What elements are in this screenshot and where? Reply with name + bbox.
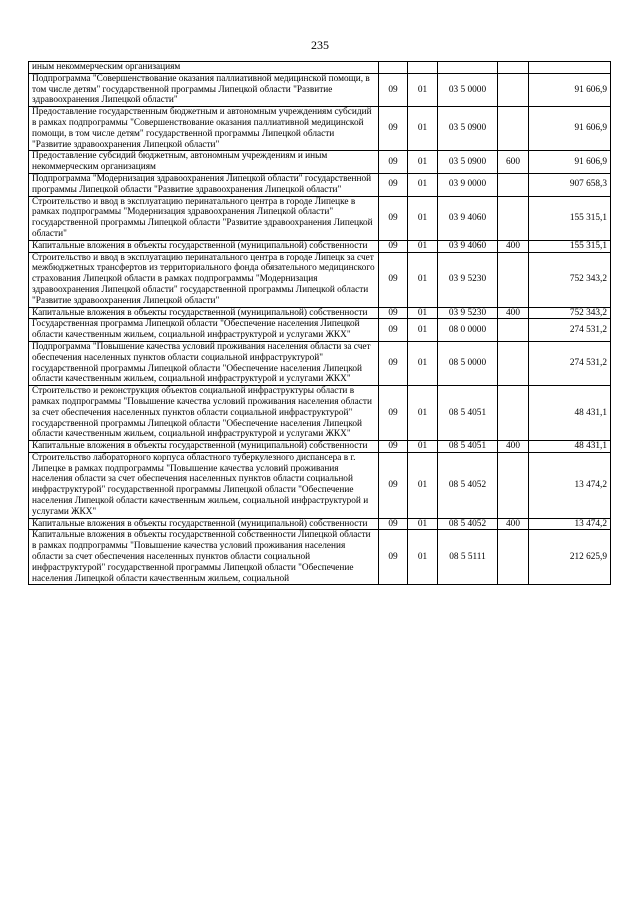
row-name-cell: Строительство и ввод в эксплуатацию перинатального центра в городе Липецке в рамках подпрограммы "Модернизация здравоохранения Липецкой области" государственной программы Липецкой области "Развитие здравоохранения Липецкой области" xyxy=(29,196,379,240)
expense-type-cell: 600 xyxy=(498,151,529,174)
row-name-cell: Капитальные вложения в объекты государственной (муниципальной) собственности xyxy=(29,518,379,530)
target-code-cell: 03 5 0000 xyxy=(438,73,498,106)
subsection-code-cell: 01 xyxy=(408,196,438,240)
target-code-cell: 03 9 4060 xyxy=(438,196,498,240)
subsection-code-cell: 01 xyxy=(408,341,438,385)
table-row xyxy=(29,441,611,453)
table-row xyxy=(29,107,611,151)
row-name-cell: Строительство лабораторного корпуса областного туберкулезного диспансера в г. Липецке в рамках подпрограммы "Повышение качества условий проживания населения области за счет обеспечения населенных пунктов области социальной инфраструктурой" государственной программы Липецкой области "Обеспечение населения Липецкой области качественным жильем, социальной инфраструктурой и услугами ЖКХ" xyxy=(29,452,379,518)
subsection-code-cell: 01 xyxy=(408,386,438,441)
amount-cell: 13 474,2 xyxy=(529,452,611,518)
amount-cell: 752 343,2 xyxy=(529,252,611,307)
table-row xyxy=(29,173,611,196)
section-code-cell: 09 xyxy=(379,386,408,441)
section-code-cell: 09 xyxy=(379,441,408,453)
table-row xyxy=(29,386,611,441)
section-code-cell xyxy=(379,62,408,74)
row-name-cell: Подпрограмма "Совершенствование оказания паллиативной медицинской помощи, в том числе детям" государственной программы Липецкой области "Развитие здравоохранения Липецкой области" xyxy=(29,73,379,106)
target-code-cell: 08 5 4051 xyxy=(438,441,498,453)
expense-type-cell xyxy=(498,62,529,74)
subsection-code-cell: 01 xyxy=(408,518,438,530)
subsection-code-cell: 01 xyxy=(408,530,438,585)
expense-type-cell: 400 xyxy=(498,518,529,530)
table-row xyxy=(29,452,611,518)
table-row xyxy=(29,196,611,240)
target-code-cell: 08 5 0000 xyxy=(438,341,498,385)
subsection-code-cell: 01 xyxy=(408,452,438,518)
target-code-cell: 03 9 0000 xyxy=(438,173,498,196)
subsection-code-cell: 01 xyxy=(408,441,438,453)
table-row xyxy=(29,73,611,106)
target-code-cell: 08 5 4051 xyxy=(438,386,498,441)
section-code-cell: 09 xyxy=(379,73,408,106)
section-code-cell: 09 xyxy=(379,173,408,196)
row-name-cell: Строительство и ввод в эксплуатацию перинатального центра в городе Липецк за счет межбюджетных трансфертов из территориального фонда обязательного медицинского страхования Липецкой области в рамках подпрограммы "Модернизация здравоохранения Липецкой области" государственной программы Липецкой области "Развитие здравоохранения Липецкой области" xyxy=(29,252,379,307)
section-code-cell: 09 xyxy=(379,107,408,151)
row-name-cell: Предоставление государственным бюджетным и автономным учреждениям субсидий в рамках подпрограммы "Совершенствование оказания паллиативной медицинской помощи, в том числе детям" государственной программы Липецкой области "Развитие здравоохранения Липецкой области" xyxy=(29,107,379,151)
section-code-cell: 09 xyxy=(379,151,408,174)
amount-cell: 274 531,2 xyxy=(529,341,611,385)
table-row xyxy=(29,518,611,530)
subsection-code-cell: 01 xyxy=(408,173,438,196)
amount-cell: 907 658,3 xyxy=(529,173,611,196)
expense-type-cell xyxy=(498,452,529,518)
expense-type-cell: 400 xyxy=(498,307,529,319)
expense-type-cell xyxy=(498,319,529,342)
amount-cell: 155 315,1 xyxy=(529,196,611,240)
subsection-code-cell xyxy=(408,62,438,74)
amount-cell: 155 315,1 xyxy=(529,240,611,252)
section-code-cell: 09 xyxy=(379,252,408,307)
target-code-cell: 08 5 4052 xyxy=(438,452,498,518)
subsection-code-cell: 01 xyxy=(408,240,438,252)
amount-cell xyxy=(529,62,611,74)
table-row xyxy=(29,151,611,174)
table-row xyxy=(29,240,611,252)
section-code-cell: 09 xyxy=(379,240,408,252)
amount-cell: 48 431,1 xyxy=(529,386,611,441)
target-code-cell: 08 5 5111 xyxy=(438,530,498,585)
amount-cell: 274 531,2 xyxy=(529,319,611,342)
expense-type-cell xyxy=(498,341,529,385)
subsection-code-cell: 01 xyxy=(408,319,438,342)
budget-table xyxy=(28,61,611,585)
row-name-cell: Подпрограмма "Модернизация здравоохранения Липецкой области" государственной программы Липецкой области "Развитие здравоохранения Липецкой области" xyxy=(29,173,379,196)
table-row xyxy=(29,530,611,585)
target-code-cell: 03 5 0900 xyxy=(438,107,498,151)
subsection-code-cell: 01 xyxy=(408,107,438,151)
expense-type-cell xyxy=(498,173,529,196)
expense-type-cell xyxy=(498,252,529,307)
table-row xyxy=(29,252,611,307)
section-code-cell: 09 xyxy=(379,530,408,585)
section-code-cell: 09 xyxy=(379,196,408,240)
row-name-cell: Государственная программа Липецкой области "Обеспечение населения Липецкой области качественным жильем, социальной инфраструктурой и услугами ЖКХ" xyxy=(29,319,379,342)
expense-type-cell xyxy=(498,196,529,240)
subsection-code-cell: 01 xyxy=(408,307,438,319)
row-name-cell: Предоставление субсидий бюджетным, автономным учреждениям и иным некоммерческим организациям xyxy=(29,151,379,174)
expense-type-cell xyxy=(498,73,529,106)
target-code-cell: 08 5 4052 xyxy=(438,518,498,530)
expense-type-cell: 400 xyxy=(498,441,529,453)
expense-type-cell: 400 xyxy=(498,240,529,252)
amount-cell: 13 474,2 xyxy=(529,518,611,530)
table-row xyxy=(29,319,611,342)
row-name-cell: Капитальные вложения в объекты государственной собственности Липецкой области в рамках подпрограммы "Повышение качества условий проживания населения области за счет обеспечения населенных пунктов области социальной инфраструктурой" государственной программы Липецкой области "Обеспечение населения Липецкой области качественным жильем, социальной xyxy=(29,530,379,585)
subsection-code-cell: 01 xyxy=(408,73,438,106)
expense-type-cell xyxy=(498,386,529,441)
section-code-cell: 09 xyxy=(379,452,408,518)
target-code-cell: 03 9 5230 xyxy=(438,252,498,307)
section-code-cell: 09 xyxy=(379,307,408,319)
page-number: 235 xyxy=(311,38,329,52)
subsection-code-cell: 01 xyxy=(408,252,438,307)
amount-cell: 48 431,1 xyxy=(529,441,611,453)
subsection-code-cell: 01 xyxy=(408,151,438,174)
table-row xyxy=(29,62,611,74)
expense-type-cell xyxy=(498,107,529,151)
row-name-cell: Строительство и реконструкция объектов социальной инфраструктуры области в рамках подпрограммы "Повышение качества условий проживания населения области за счет обеспечения населенных пунктов области социальной инфраструктурой" государственной программы Липецкой области "Обеспечение населения Липецкой области качественным жильем, социальной инфраструктурой и услугами ЖКХ" xyxy=(29,386,379,441)
target-code-cell: 03 9 4060 xyxy=(438,240,498,252)
row-name-cell: иным некоммерческим организациям xyxy=(29,62,379,74)
row-name-cell: Капитальные вложения в объекты государственной (муниципальной) собственности xyxy=(29,441,379,453)
row-name-cell: Капитальные вложения в объекты государственной (муниципальной) собственности xyxy=(29,240,379,252)
target-code-cell: 08 0 0000 xyxy=(438,319,498,342)
section-code-cell: 09 xyxy=(379,319,408,342)
row-name-cell: Капитальные вложения в объекты государственной (муниципальной) собственности xyxy=(29,307,379,319)
target-code-cell: 03 5 0900 xyxy=(438,151,498,174)
amount-cell: 91 606,9 xyxy=(529,107,611,151)
target-code-cell: 03 9 5230 xyxy=(438,307,498,319)
budget-table-body xyxy=(29,62,611,585)
section-code-cell: 09 xyxy=(379,341,408,385)
target-code-cell xyxy=(438,62,498,74)
expense-type-cell xyxy=(498,530,529,585)
amount-cell: 91 606,9 xyxy=(529,73,611,106)
table-row xyxy=(29,341,611,385)
section-code-cell: 09 xyxy=(379,518,408,530)
amount-cell: 91 606,9 xyxy=(529,151,611,174)
amount-cell: 212 625,9 xyxy=(529,530,611,585)
table-row xyxy=(29,307,611,319)
row-name-cell: Подпрограмма "Повышение качества условий проживания населения области за счет обеспечения населенных пунктов области социальной инфраструктурой" государственной программы Липецкой области "Обеспечение населения Липецкой области качественным жильем, социальной инфраструктурой и услугами ЖКХ" xyxy=(29,341,379,385)
amount-cell: 752 343,2 xyxy=(529,307,611,319)
